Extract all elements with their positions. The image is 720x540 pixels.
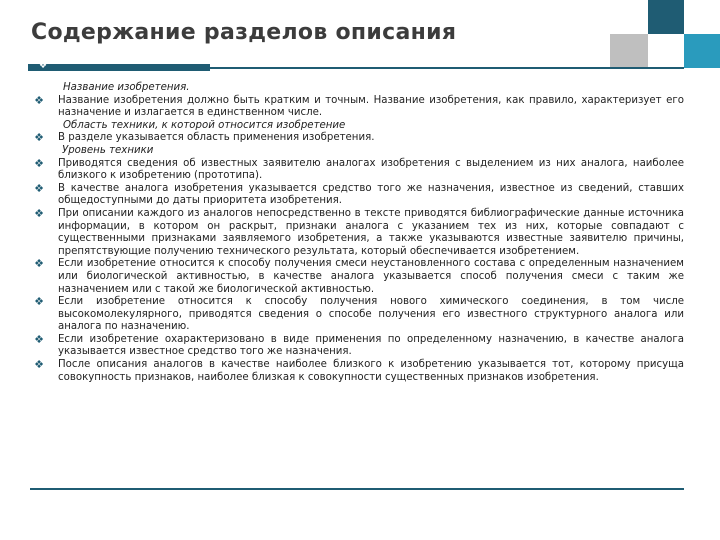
list-item-text: Если изобретение относится к способу получения смеси неустановленного состава с определенным назначением или биологической активностью, в качестве аналога указывается способ получения смеси с таким же назначением или с такой же биологической активностью. xyxy=(58,258,684,295)
title-underline-bar xyxy=(28,64,210,71)
diamond-bullet-icon: ❖ xyxy=(34,295,44,309)
list-item-text: Название изобретения должно быть кратким и точным. Название изобретения, как правило, характеризует его назначение и излагается в единственном числе. xyxy=(58,94,684,119)
diamond-bullet-icon: ❖ xyxy=(34,358,44,372)
decor-square-dark xyxy=(648,0,684,34)
diamond-bullet-icon: ❖ xyxy=(34,181,44,195)
diamond-bullet-icon: ❖ xyxy=(34,332,44,346)
list-item-text: В разделе указывается область применения изобретения. xyxy=(58,132,375,144)
list-item xyxy=(32,296,684,334)
list-item-text: При описании каждого из аналогов непосредственно в тексте приводятся библиографические данные источника информации, в котором он раскрыт, признаки аналога с указанием тех из них, которые совпадают с существенными признаками заявляемого изобретения, а также указываются известные заявителю причины, препятствующие получению технического результата, который обеспечивается изобретением. xyxy=(58,207,684,257)
list-item-text: В качестве аналога изобретения указывается средство того же назначения, известное из сведений, ставших общедоступными до даты приоритета изобретения. xyxy=(58,182,684,207)
list-item xyxy=(32,183,684,208)
list-item xyxy=(32,258,684,296)
list-item xyxy=(32,359,684,384)
page-title: Содержание разделов описания xyxy=(31,20,457,45)
content-body xyxy=(32,82,684,384)
list-item-text: Приводятся сведения об известных заявителю аналогах изобретения с выделением из них аналога, наиболее близкого к изобретению (прототипа). xyxy=(58,157,684,182)
section-heading: Уровень техники xyxy=(62,144,154,156)
list-item xyxy=(32,158,684,183)
list-item xyxy=(32,95,684,120)
footer-divider xyxy=(30,488,684,490)
list-item-text: Если изобретение охарактеризовано в виде применения по определенному назначению, в качестве аналога указывается известное средство того же назначения. xyxy=(58,333,684,358)
diamond-bullet-icon: ❖ xyxy=(38,61,48,71)
diamond-bullet-icon: ❖ xyxy=(34,257,44,271)
list-item xyxy=(32,132,684,145)
list-item xyxy=(32,208,684,258)
diamond-bullet-icon: ❖ xyxy=(34,156,44,170)
title-underline xyxy=(210,67,684,69)
list-item-text: После описания аналогов в качестве наиболее близкого к изобретению указывается тот, которому присуща совокупность признаков, наиболее близкая к совокупности существенных признаков изобретения. xyxy=(58,359,684,383)
section-heading: Область техники, к которой относится изобретение xyxy=(63,119,346,131)
section-heading: Название изобретения. xyxy=(63,82,190,93)
diamond-bullet-icon: ❖ xyxy=(34,93,44,107)
diamond-bullet-icon: ❖ xyxy=(34,206,44,220)
decor-square-teal xyxy=(684,34,720,68)
decor-square-gray xyxy=(610,34,648,68)
diamond-bullet-icon: ❖ xyxy=(34,131,44,145)
list-item xyxy=(32,334,684,359)
list-item-text: Если изобретение относится к способу получения нового химического соединения, в том числе высокомолекулярного, приводятся сведения о способе получения его известного структурного аналога или аналога по назначению. xyxy=(58,296,684,333)
